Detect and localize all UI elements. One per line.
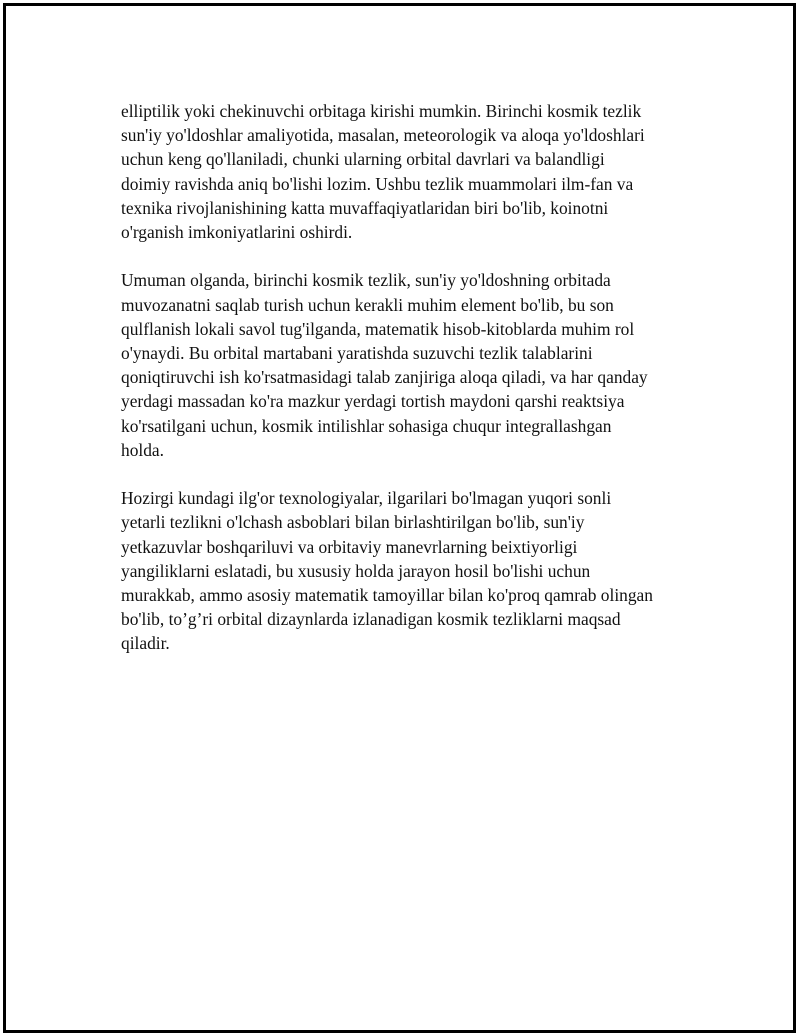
paragraph-3 [121,486,691,655]
text-line: doimiy ravishda aniq bo'lishi lozim. Ushbu tezlik muammolari ilm-fan va [121,173,634,194]
paragraph-2 [121,268,691,462]
text-line: muvozanatni saqlab turish uchun kerakli muhim element bo'lib, bu son [121,294,614,315]
text-line: o'rganish imkoniyatlarini oshirdi. [121,222,353,243]
text-line: Umuman olganda, birinchi kosmik tezlik, sun'iy yo'ldoshning orbitada [121,270,611,291]
text-line: Hozirgi kundagi ilg'or texnologiyalar, ilgarilari bo'lmagan yuqori sonli [121,488,612,509]
paragraph-1 [121,99,691,244]
text-line: yerdagi massadan ko'ra mazkur yerdagi tortish maydoni qarshi reaktsiya [121,391,625,412]
text-line: qulflanish lokali savol tug'ilganda, matematik hisob-kitoblarda muhim rol [121,318,635,339]
text-line: sun'iy yo'ldoshlar amaliyotida, masalan, meteorologik va aloqa yo'ldoshlari [121,125,645,146]
text-line: holda. [121,439,164,460]
text-line: uchun keng qo'llaniladi, chunki ularning orbital davrlari va balandligi [121,149,605,170]
text-line: qoniqtiruvchi ish ko'rsatmasidagi talab zanjiriga aloqa qiladi, va har qanday [121,367,648,388]
text-line: murakkab, ammo asosiy matematik tamoyillar bilan ko'proq qamrab olingan [121,585,653,606]
text-line: qiladir. [121,633,170,654]
text-line: o'ynaydi. Bu orbital martabani yaratishda suzuvchi tezlik talablarini [121,343,593,364]
text-line: ko'rsatilgani uchun, kosmik intilishlar sohasiga chuqur integrallashgan [121,415,612,436]
text-line: yangiliklarni eslatadi, bu xususiy holda jarayon hosil bo'lishi uchun [121,560,591,581]
text-line: bo'lib, to’g’ri orbital dizaynlarda izlanadigan kosmik tezliklarni maqsad [121,609,621,630]
text-line: yetkazuvlar boshqariluvi va orbitaviy manevrlarning beixtiyorligi [121,536,578,557]
text-line: yetarli tezlikni o'lchash asboblari bilan birlashtirilgan bo'lib, sun'iy [121,512,585,533]
text-line: elliptilik yoki chekinuvchi orbitaga kirishi mumkin. Birinchi kosmik tezlik [121,101,642,121]
page-frame [3,3,796,1033]
document-body [121,99,691,680]
text-line: texnika rivojlanishining katta muvaffaqiyatlaridan biri bo'lib, koinotni [121,197,609,218]
